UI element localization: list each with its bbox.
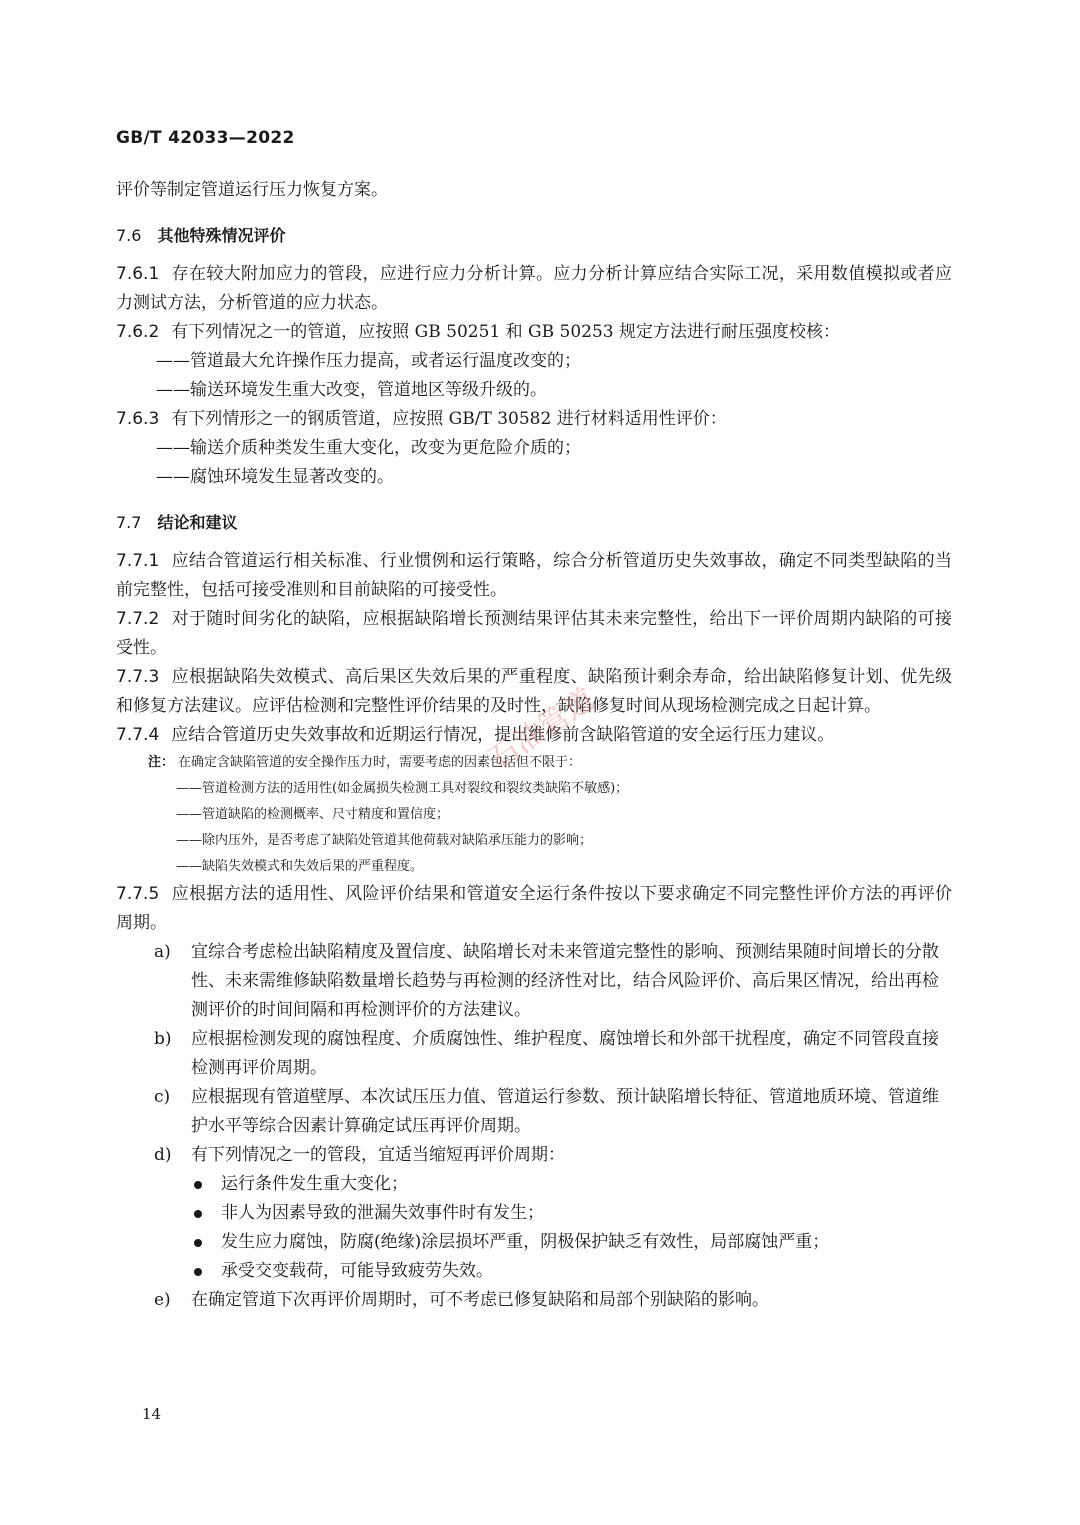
clause-number: 7.7.2: [116, 609, 160, 629]
list-label: e): [154, 1290, 171, 1310]
clause-number: 7.7.5: [116, 884, 160, 904]
clause-text: 应结合管道运行相关标准、行业惯例和运行策略，综合分析管道历史失效事故，确定不同类型缺陷的当前完整性，包括可接受准则和目前缺陷的可接受性。: [116, 551, 952, 600]
section-7-7-heading: [116, 508, 952, 537]
list-text: 有下列情况之一的管段，宜适当缩短再评价周期：: [191, 1145, 565, 1165]
note-item: ——管道缺陷的检测概率、尺寸精度和置信度；: [176, 807, 450, 822]
clause-number: 7.6.3: [116, 409, 160, 429]
list-label: a): [154, 942, 171, 962]
section-number: 7.7: [116, 513, 142, 532]
clause-7-7-2: [116, 605, 952, 663]
list-text: 宜综合考虑检出缺陷精度及置信度、缺陷增长对未来管道完整性的影响、预测结果随时间增长的分散性、未来需维修缺陷数量增长趋势与再检测的经济性对比，结合风险评价、高后果区情况，给出再检测评价的时间间隔和再检测评价的方法建议。: [191, 942, 939, 1020]
clause-number: 7.7.1: [116, 551, 160, 571]
dash-item: ——腐蚀环境发生显著改变的。: [156, 467, 394, 487]
bullet-text: 运行条件发生重大变化；: [221, 1174, 408, 1194]
bullet-text: 非人为因素导致的泄漏失效事件时有发生；: [221, 1203, 544, 1223]
bullet-text: 承受交变载荷，可能导致疲劳失效。: [221, 1261, 493, 1281]
list-item-b: [116, 1025, 952, 1083]
list-text: 在确定管道下次再评价周期时，可不考虑已修复缺陷和局部个别缺陷的影响。: [191, 1290, 769, 1310]
list-label: b): [154, 1029, 172, 1049]
list-label: d): [154, 1145, 172, 1165]
list-text: 应根据检测发现的腐蚀程度、介质腐蚀性、维护程度、腐蚀增长和外部干扰程度，确定不同管段直接检测再评价周期。: [191, 1029, 939, 1078]
note-text: 在确定含缺陷管道的安全操作压力时，需要考虑的因素包括但不限于：: [178, 755, 582, 770]
bullet-dot-icon: [194, 1268, 202, 1276]
note-item: ——管道检测方法的适用性(如金属损失检测工具对裂纹和裂纹类缺陷不敏感)；: [176, 781, 629, 796]
bullet-item: [116, 1199, 952, 1228]
clause-text: 存在较大附加应力的管段，应进行应力分析计算。应力分析计算应结合实际工况，采用数值模拟或者应力测试方法，分析管道的应力状态。: [116, 264, 952, 313]
clause-number: 7.6.1: [116, 264, 160, 284]
clause-text: 有下列情况之一的管道，应按照 GB 50251 和 GB 50253 规定方法进行耐压强度校核：: [171, 322, 840, 342]
dash-item: ——管道最大允许操作压力提高，或者运行温度改变的；: [156, 351, 581, 371]
clause-7-7-5: [116, 880, 952, 938]
clause-text: 应根据方法的适用性、风险评价结果和管道安全运行条件按以下要求确定不同完整性评价方法的再评价周期。: [116, 884, 952, 933]
clause-7-6-3: [116, 405, 952, 434]
bullet-item: [116, 1228, 952, 1257]
list-text: 应根据现有管道壁厚、本次试压压力值、管道运行参数、预计缺陷增长特征、管道地质环境、管道维护水平等综合因素计算确定试压再评价周期。: [191, 1087, 939, 1136]
clause-number: 7.7.3: [116, 667, 160, 687]
list-item-e: [116, 1286, 952, 1315]
clause-text: 有下列情形之一的钢质管道，应按照 GB/T 30582 进行材料适用性评价：: [171, 409, 727, 429]
clause-number: 7.7.4: [116, 725, 160, 745]
note-item: ——缺陷失效模式和失效后果的严重程度。: [176, 859, 424, 874]
clause-7-6-1: [116, 260, 952, 318]
section-number: 7.6: [116, 226, 142, 245]
page-number: 14: [142, 1405, 162, 1423]
clause-number: 7.6.2: [116, 322, 160, 342]
clause-7-6-2: [116, 318, 952, 347]
list-item-c: [116, 1083, 952, 1141]
bullet-text: 发生应力腐蚀，防腐(绝缘)涂层损坏严重，阴极保护缺乏有效性，局部腐蚀严重；: [221, 1232, 830, 1252]
bullet-dot-icon: [194, 1210, 202, 1218]
clause-text: 应结合管道历史失效事故和近期运行情况，提出维修前含缺陷管道的安全运行压力建议。: [171, 725, 835, 745]
section-title: 结论和建议: [157, 513, 238, 532]
section-7-6-heading: [116, 221, 952, 250]
note: [148, 750, 952, 776]
standard-code: GB/T 42033—2022: [116, 128, 295, 148]
note-label: 注：: [148, 755, 175, 770]
bullet-dot-icon: [194, 1181, 202, 1189]
list-label: c): [154, 1087, 171, 1107]
clause-text: 对于随时间劣化的缺陷，应根据缺陷增长预测结果评估其未来完整性，给出下一评价周期内缺陷的可接受性。: [116, 609, 952, 658]
list-item-d: [116, 1141, 952, 1170]
clause-7-7-1: [116, 547, 952, 605]
bullet-item: [116, 1170, 952, 1199]
continued-paragraph: 评价等制定管道运行压力恢复方案。: [116, 180, 388, 200]
bullet-item: [116, 1257, 952, 1286]
watermark: 石油管道: [482, 681, 602, 778]
clause-text: 应根据缺陷失效模式、高后果区失效后果的严重程度、缺陷预计剩余寿命，给出缺陷修复计划、优先级和修复方法建议。应评估检测和完整性评价结果的及时性，缺陷修复时间从现场检测完成之日起计算。: [116, 667, 952, 716]
bullet-dot-icon: [194, 1239, 202, 1247]
note-item: ——除内压外，是否考虑了缺陷处管道其他荷载对缺陷承压能力的影响；: [176, 833, 593, 848]
section-title: 其他特殊情况评价: [157, 226, 286, 245]
dash-item: ——输送介质种类发生重大变化，改变为更危险介质的；: [156, 438, 581, 458]
dash-item: ——输送环境发生重大改变，管道地区等级升级的。: [156, 380, 547, 400]
list-item-a: [116, 938, 952, 1025]
